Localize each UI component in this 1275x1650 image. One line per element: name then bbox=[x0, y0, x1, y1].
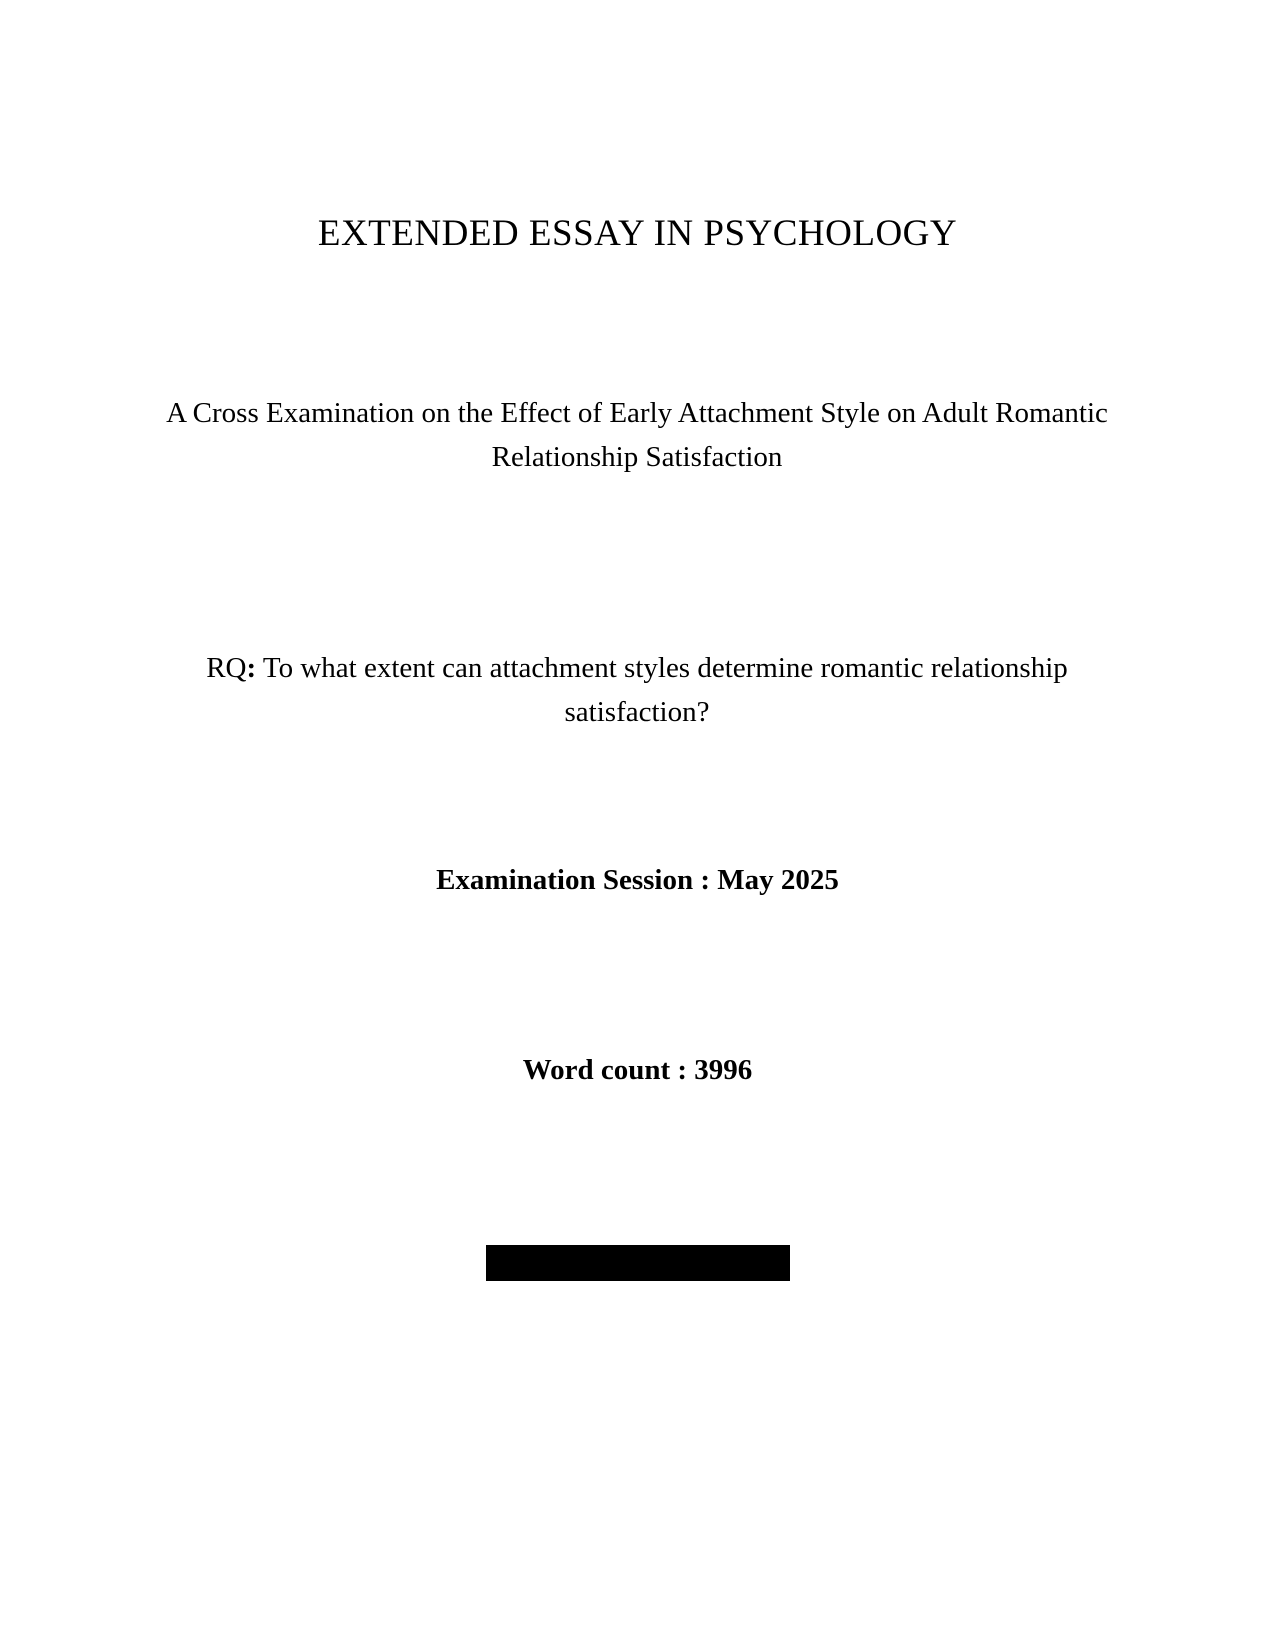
essay-title: A Cross Examination on the Effect of Early Attachment Style on Adult Romantic Relationship Satisfaction bbox=[166, 397, 1108, 473]
word-count-line: Word count : 3996 bbox=[522, 1054, 753, 1086]
research-question-colon: : bbox=[246, 652, 257, 684]
research-question bbox=[147, 646, 1127, 734]
research-question-label: RQ bbox=[206, 652, 247, 684]
research-question-text: To what extent can attachment styles determine romantic relationship satisfaction? bbox=[256, 652, 1068, 728]
examination-session-line: Examination Session : May 2025 bbox=[436, 864, 839, 896]
document-title: EXTENDED ESSAY IN PSYCHOLOGY bbox=[317, 213, 958, 254]
redacted-name-bar bbox=[486, 1245, 790, 1281]
